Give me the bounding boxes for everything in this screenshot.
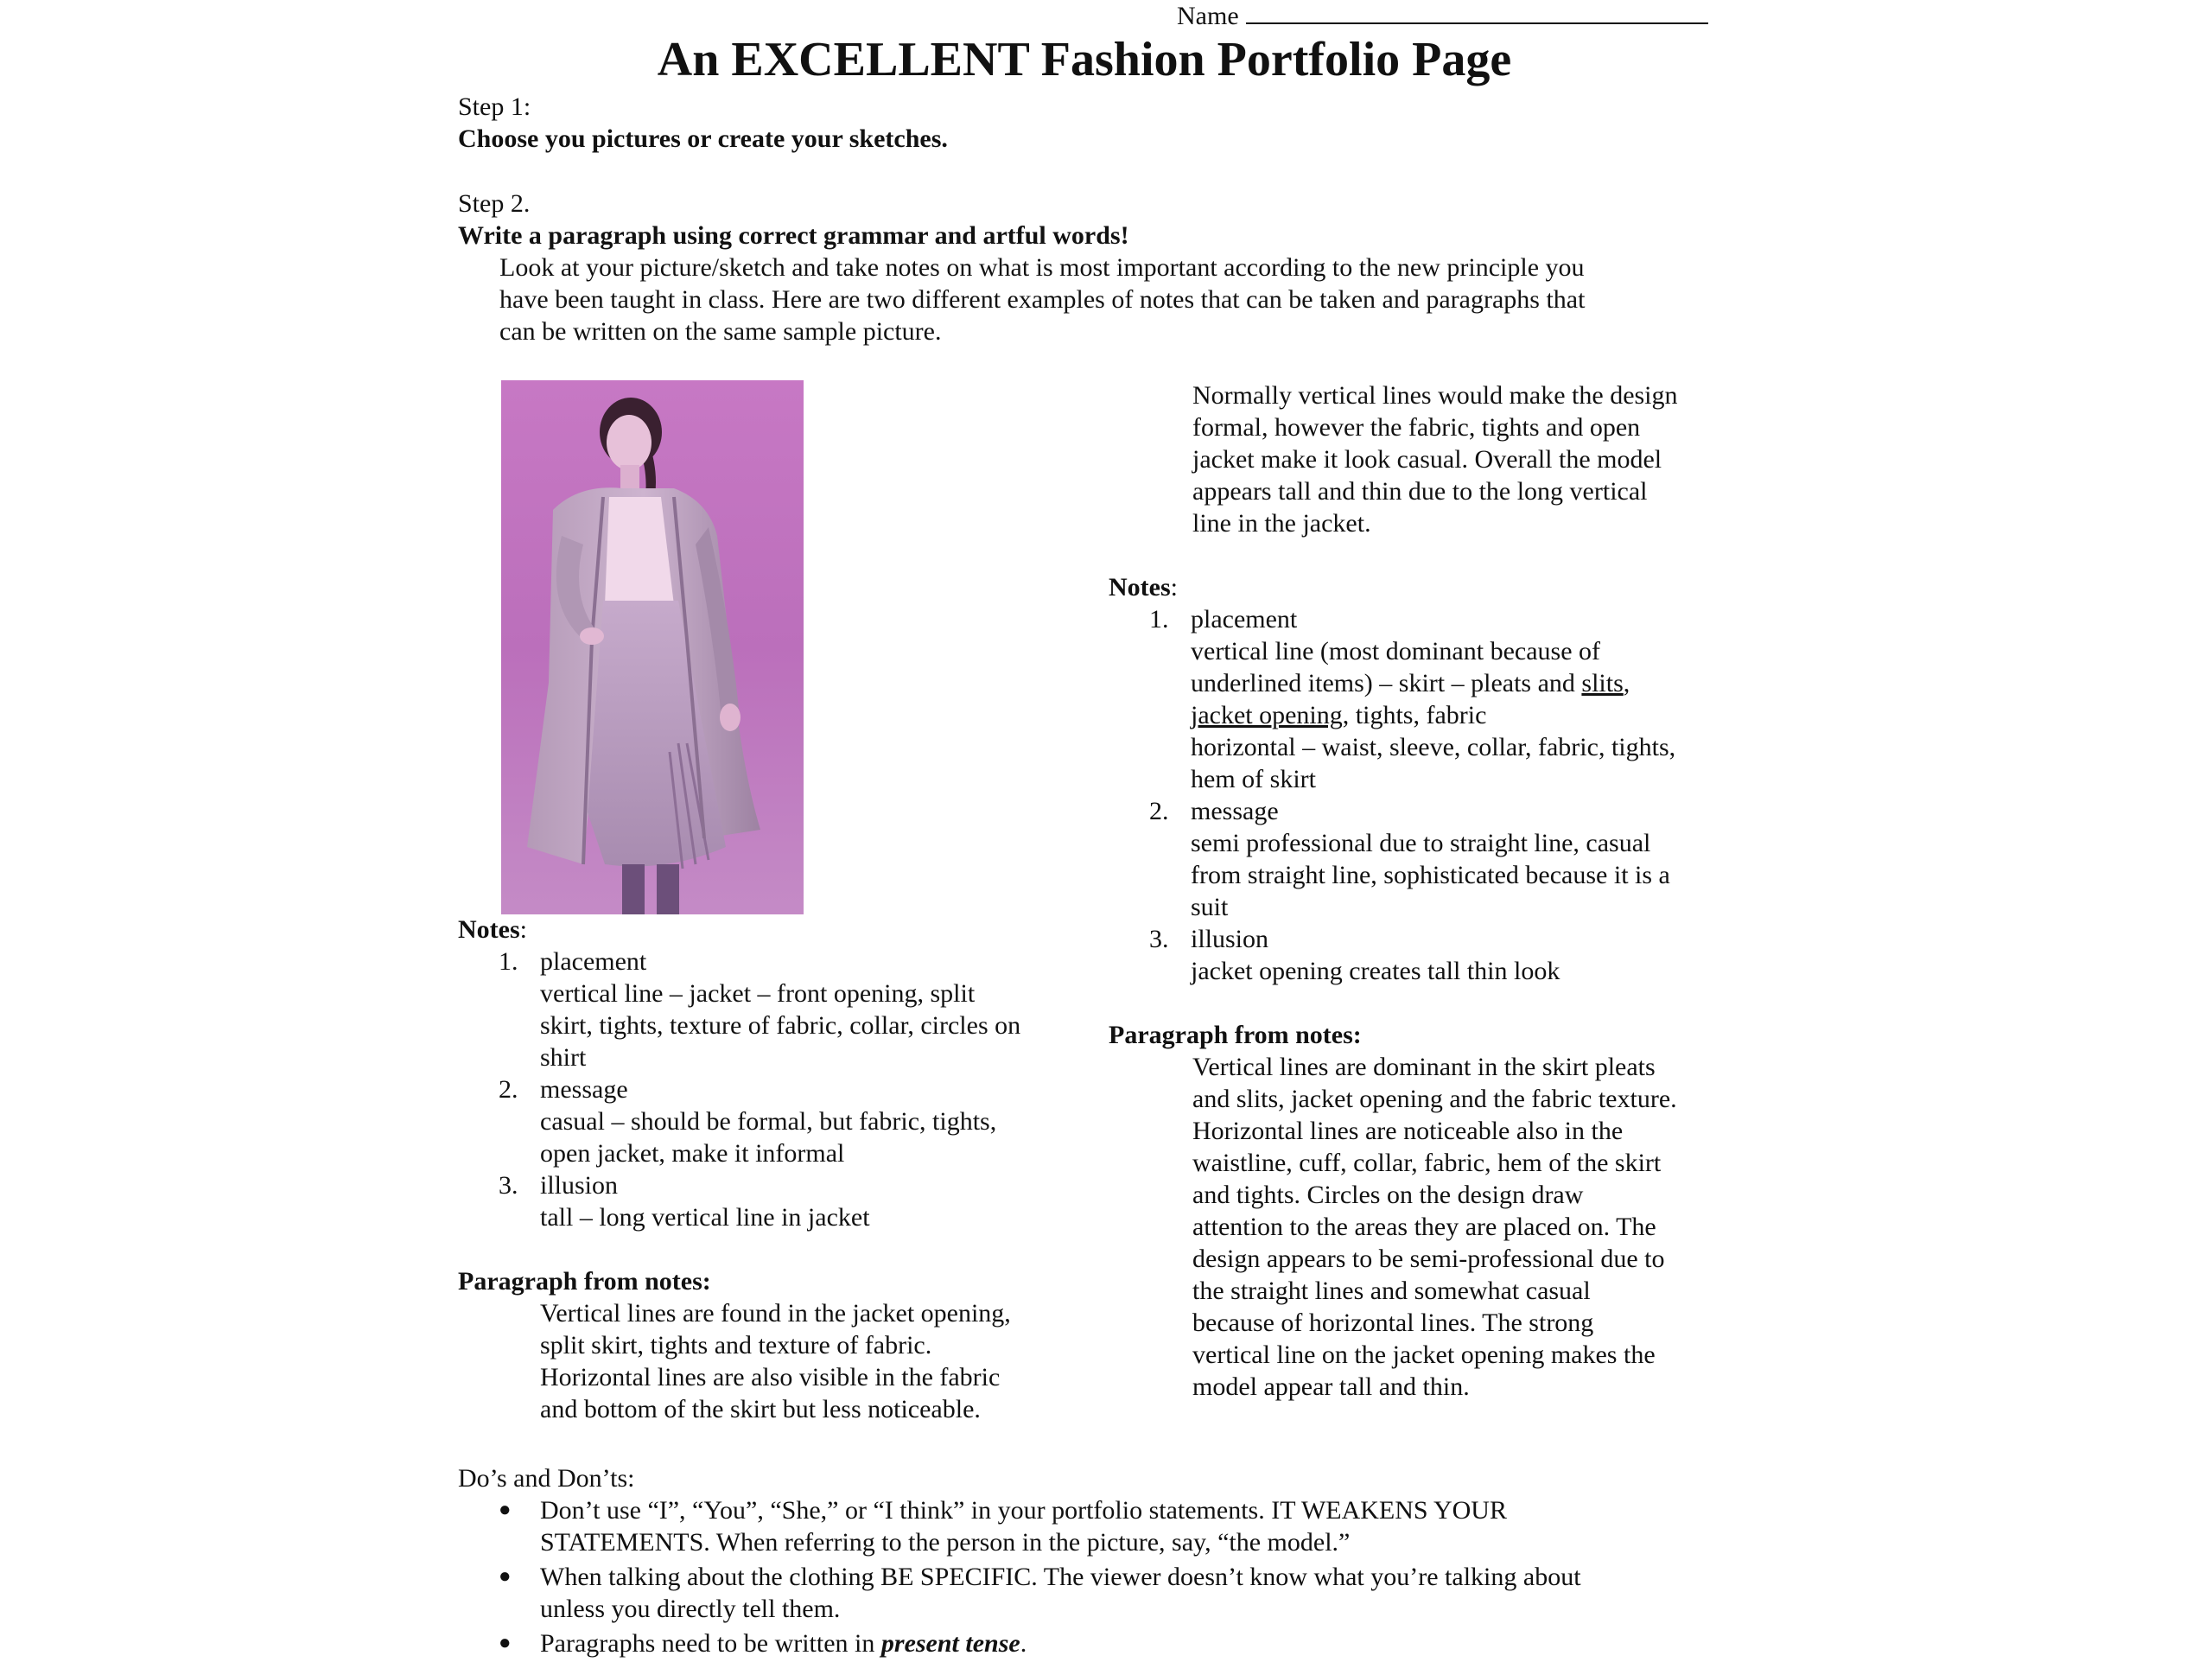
underlined-text: slits xyxy=(1581,669,1624,697)
model-illustration xyxy=(501,380,804,914)
paragraph-line: and tights. Circles on the design draw xyxy=(1192,1181,1584,1209)
dos-donts-label: Do’s and Don’ts: xyxy=(458,1464,635,1493)
bullet-icon: ● xyxy=(499,1632,512,1654)
paragraph-line: Horizontal lines are noticeable also in the xyxy=(1192,1117,1624,1145)
list-item-line: Paragraphs need to be written in present tense. xyxy=(540,1629,1027,1658)
note-line: vertical line (most dominant because of xyxy=(1191,637,1601,665)
dos-donts-list xyxy=(458,1494,1581,1659)
note-line: tall – long vertical line in jacket xyxy=(540,1203,870,1232)
list-item xyxy=(458,1169,1020,1233)
step2-intro xyxy=(458,252,1585,347)
note-line: skirt, tights, texture of fabric, collar, circles on xyxy=(540,1011,1021,1040)
step1-label: Step 1: xyxy=(458,92,531,121)
list-item xyxy=(1109,923,1677,987)
paragraph-line: and bottom of the skirt but less noticeable. xyxy=(540,1395,981,1423)
right-intro-line: formal, however the fabric, tights and open xyxy=(1192,413,1641,442)
list-number: 1. xyxy=(499,947,518,976)
underlined-text: jacket opening xyxy=(1191,701,1343,729)
note-line: casual – should be formal, but fabric, tights, xyxy=(540,1107,997,1136)
list-item-line: When talking about the clothing BE SPECIFIC. The viewer doesn’t know what you’re talking about xyxy=(540,1563,1581,1591)
list-number: 2. xyxy=(1149,797,1169,825)
paragraph-line: waistline, cuff, collar, fabric, hem of the skirt xyxy=(1192,1149,1662,1177)
right-intro-line: line in the jacket. xyxy=(1192,509,1371,538)
note-line: from straight line, sophisticated because it is a xyxy=(1191,861,1670,889)
list-item xyxy=(458,1561,1581,1625)
paragraph-line: because of horizontal lines. The strong xyxy=(1192,1309,1594,1337)
step2-intro-line: can be written on the same sample picture. xyxy=(499,317,942,346)
note-line: underlined items) – skirt – pleats and slits, xyxy=(1191,669,1630,697)
list-number: 3. xyxy=(499,1171,518,1200)
right-notes-heading: Notes: xyxy=(1109,573,1178,602)
right-notes-list xyxy=(1109,603,1677,987)
left-paragraph xyxy=(458,1297,1020,1425)
paragraph-line: and slits, jacket opening and the fabric texture. xyxy=(1192,1085,1677,1113)
note-line: vertical line – jacket – front opening, split xyxy=(540,979,976,1008)
step1-block xyxy=(458,91,948,155)
note-line: jacket opening, tights, fabric xyxy=(1191,701,1487,729)
note-title: placement xyxy=(540,947,647,976)
right-notes-label: Notes xyxy=(1109,573,1171,602)
right-intro-line: jacket make it look casual. Overall the model xyxy=(1192,445,1662,474)
paragraph-line: attention to the areas they are placed on. The xyxy=(1192,1213,1656,1241)
list-item-line: Don’t use “I”, “You”, “She,” or “I think” in your portfolio statements. IT WEAKENS YOUR xyxy=(540,1496,1507,1525)
step2-label: Step 2. xyxy=(458,189,531,218)
note-line: hem of skirt xyxy=(1191,765,1316,793)
step2-instruction: Write a paragraph using correct grammar and artful words! xyxy=(458,221,1129,250)
list-item-line: unless you directly tell them. xyxy=(540,1595,841,1623)
list-item xyxy=(458,1627,1581,1659)
list-number: 1. xyxy=(1149,605,1169,634)
model-photo xyxy=(501,380,804,914)
name-field xyxy=(1177,0,1708,32)
note-line: jacket opening creates tall thin look xyxy=(1191,957,1560,985)
note-title: illusion xyxy=(540,1171,619,1200)
paragraph-line: the straight lines and somewhat casual xyxy=(1192,1277,1591,1305)
note-line: open jacket, make it informal xyxy=(540,1139,845,1168)
paragraph-line: design appears to be semi-professional due to xyxy=(1192,1245,1665,1273)
list-item xyxy=(458,946,1020,1073)
note-line: suit xyxy=(1191,893,1229,921)
left-paragraph-label: Paragraph from notes: xyxy=(458,1267,711,1296)
dos-donts-block xyxy=(458,1462,1581,1662)
right-intro-line: Normally vertical lines would make the design xyxy=(1192,381,1678,410)
paragraph-line: model appear tall and thin. xyxy=(1192,1372,1470,1401)
left-notes-label: Notes xyxy=(458,915,520,944)
name-label: Name xyxy=(1177,2,1239,30)
note-line: horizontal – waist, sleeve, collar, fabric, tights, xyxy=(1191,733,1676,761)
right-paragraph xyxy=(1109,1051,1677,1403)
note-title: placement xyxy=(1191,605,1298,634)
step2-intro-line: Look at your picture/sketch and take notes on what is most important according to the new principle you xyxy=(499,253,1585,282)
paragraph-line: Vertical lines are found in the jacket opening, xyxy=(540,1299,1011,1328)
bullet-icon: ● xyxy=(499,1565,512,1588)
note-title: illusion xyxy=(1191,925,1269,953)
list-item xyxy=(458,1073,1020,1169)
right-intro xyxy=(1192,379,1678,539)
right-intro-line: appears tall and thin due to the long vertical xyxy=(1192,477,1648,506)
left-notes-list xyxy=(458,946,1020,1233)
page-title: An EXCELLENT Fashion Portfolio Page xyxy=(657,33,1512,86)
note-title: message xyxy=(540,1075,628,1104)
right-paragraph-label: Paragraph from notes: xyxy=(1109,1021,1362,1049)
step2-intro-line: have been taught in class. Here are two different examples of notes that can be taken and paragraphs that xyxy=(499,285,1586,314)
note-title: message xyxy=(1191,797,1279,825)
list-item xyxy=(1109,795,1677,923)
bullet-icon: ● xyxy=(499,1499,512,1521)
list-number: 2. xyxy=(499,1075,518,1104)
step1-instruction: Choose you pictures or create your sketches. xyxy=(458,124,948,153)
paragraph-line: Horizontal lines are also visible in the fabric xyxy=(540,1363,1001,1391)
step2-block xyxy=(458,188,1585,347)
list-item-line: STATEMENTS. When referring to the person in the picture, say, “the model.” xyxy=(540,1528,1351,1557)
note-line: semi professional due to straight line, casual xyxy=(1191,829,1651,857)
left-notes-block xyxy=(458,914,1020,1425)
list-item xyxy=(1109,603,1677,795)
paragraph-line: vertical line on the jacket opening makes the xyxy=(1192,1340,1656,1369)
left-notes-heading: Notes: xyxy=(458,915,527,944)
right-notes-block xyxy=(1109,571,1677,1403)
list-number: 3. xyxy=(1149,925,1169,953)
paragraph-line: Vertical lines are dominant in the skirt pleats xyxy=(1192,1053,1656,1081)
emphasis-text: present tense xyxy=(880,1629,1020,1658)
list-item xyxy=(458,1494,1581,1558)
note-line: shirt xyxy=(540,1043,587,1072)
name-blank-line xyxy=(1246,0,1708,24)
paragraph-line: split skirt, tights and texture of fabric. xyxy=(540,1331,932,1360)
